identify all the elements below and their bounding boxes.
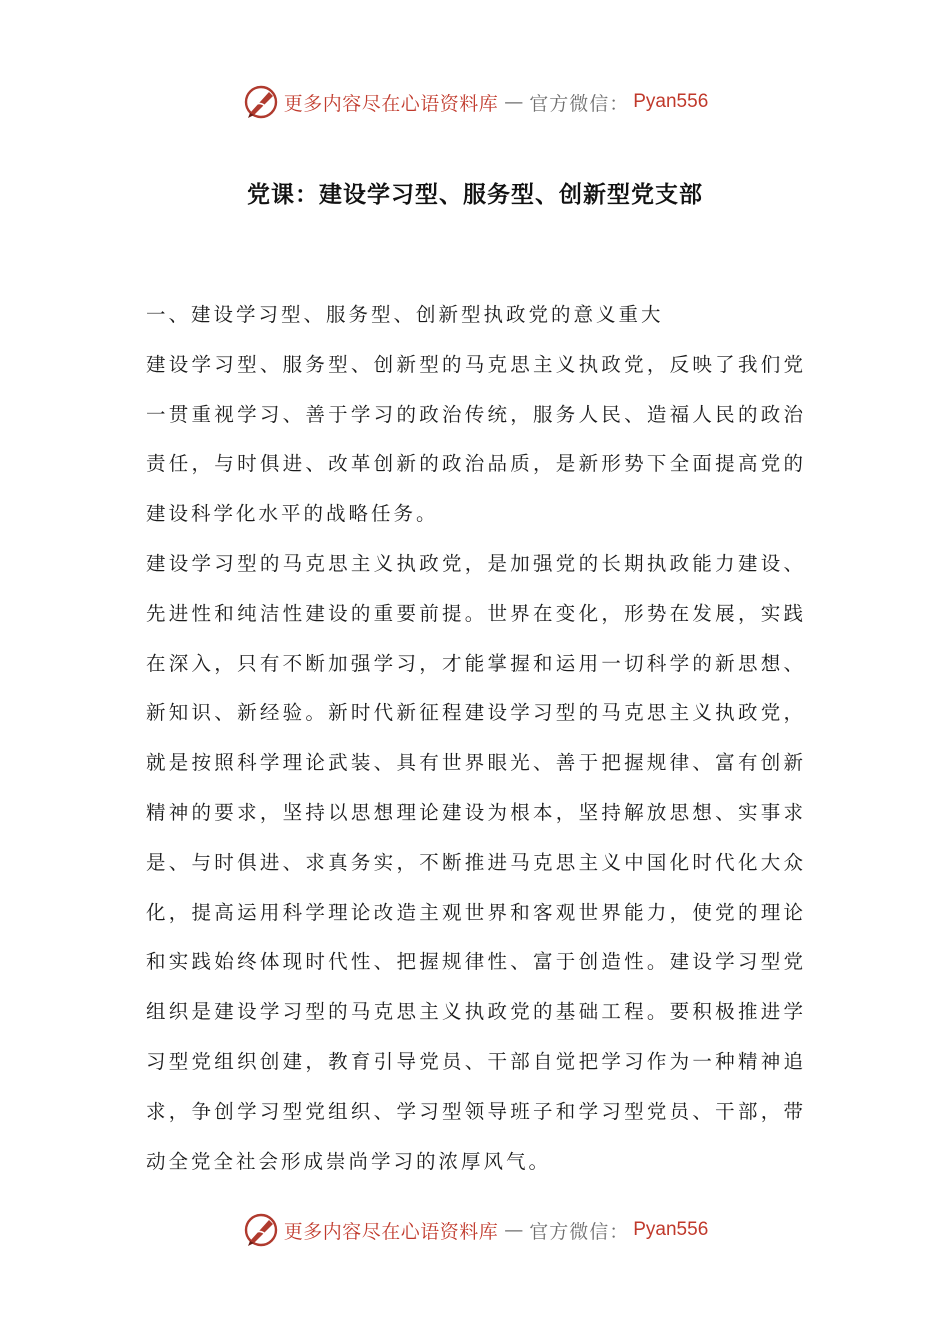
banner-wechat-id: Pyan556 bbox=[633, 91, 709, 112]
pen-logo-icon bbox=[242, 83, 280, 121]
banner-brand-text: 更多内容尽在心语资料库 bbox=[283, 1220, 499, 1243]
banner-wechat-label: 官方微信： bbox=[529, 92, 630, 115]
document-body bbox=[146, 290, 806, 1186]
banner-wechat-id: Pyan556 bbox=[633, 1219, 709, 1240]
body-paragraph: 建设学习型的马克思主义执政党，是加强党的长期执政能力建设、先进性和纯洁性建设的重要前提。世界在变化，形势在发展，实践在深入，只有不断加强学习，才能掌握和运用一切科学的新思想、新知识、新经验。新时代新征程建设学习型的马克思主义执政党，就是按照科学理论武装、具有世界眼光、善于把握规律、富有创新精神的要求，坚持以思想理论建设为根本，坚持解放思想、实事求是、与时俱进、求真务实，不断推进马克思主义中国化时代化大众化，提高运用科学理论改造主观世界和客观世界能力，使党的理论和实践始终体现时代性、把握规律性、富于创造性。建设学习型党组织是建设学习型的马克思主义执政党的基础工程。要积极推进学习型党组织创建，教育引导党员、干部自觉把学习作为一种精神追求，争创学习型党组织、学习型领导班子和学习型党员、干部，带动全党全社会形成崇尚学习的浓厚风气。 bbox=[146, 551, 806, 1173]
document-title: 党课：建设学习型、服务型、创新型党支部 bbox=[247, 182, 703, 208]
banner-wechat-label: 官方微信： bbox=[529, 1220, 630, 1243]
section-heading: 一、建设学习型、服务型、创新型执政党的意义重大 bbox=[146, 303, 664, 326]
banner-brand-text: 更多内容尽在心语资料库 bbox=[283, 92, 499, 115]
body-paragraph: 建设学习型、服务型、创新型的马克思主义执政党，反映了我们党一贯重视学习、善于学习的政治传统，服务人民、造福人民的政治责任，与时俱进、改革创新的政治品质，是新形势下全面提高党的建设科学化水平的战略任务。 bbox=[146, 352, 806, 526]
banner-dash: — bbox=[504, 91, 524, 113]
banner-dash: — bbox=[504, 1219, 524, 1241]
footer-banner bbox=[0, 1208, 950, 1252]
header-banner bbox=[0, 80, 950, 124]
pen-logo-icon bbox=[242, 1211, 280, 1249]
